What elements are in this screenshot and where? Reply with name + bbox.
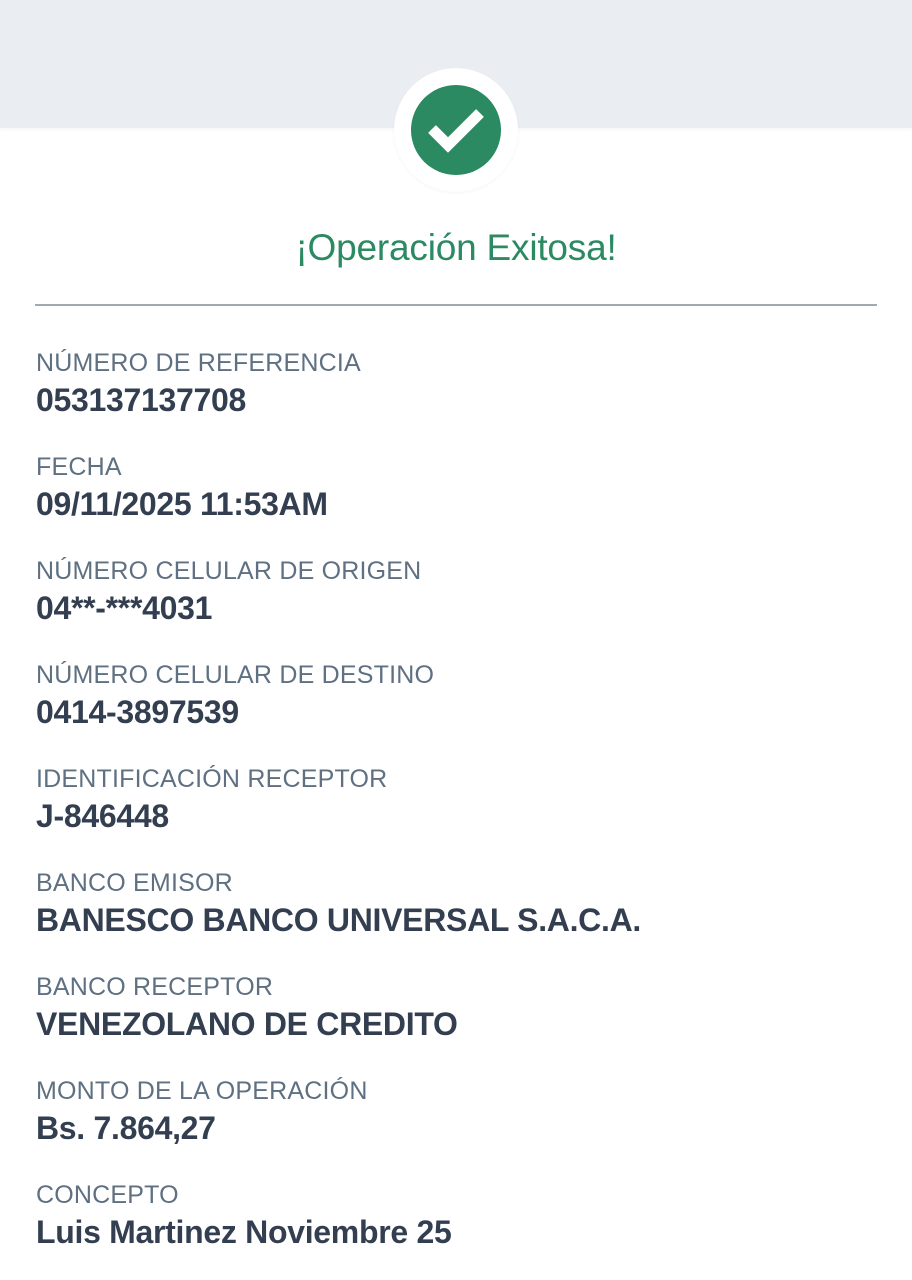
field-row-origin-phone — [36, 556, 876, 626]
field-row-receiver-id — [36, 764, 876, 834]
field-label: NÚMERO CELULAR DE ORIGEN — [36, 557, 422, 586]
success-title: ¡Operación Exitosa! — [295, 227, 617, 268]
field-value: Luis Martinez Noviembre 25 — [36, 1214, 452, 1251]
field-row-concept — [36, 1180, 876, 1250]
field-label: BANCO RECEPTOR — [36, 973, 274, 1002]
field-row-destination-phone — [36, 660, 876, 730]
field-value: 053137137708 — [36, 382, 246, 419]
field-row-date — [36, 452, 876, 522]
field-label: CONCEPTO — [36, 1181, 179, 1210]
field-label: IDENTIFICACIÓN RECEPTOR — [36, 765, 388, 794]
field-value: 0414-3897539 — [36, 694, 239, 731]
field-row-sender-bank — [36, 868, 876, 938]
field-value: BANESCO BANCO UNIVERSAL S.A.C.A. — [36, 902, 641, 939]
field-value: J-846448 — [36, 798, 169, 835]
field-label: MONTO DE LA OPERACIÓN — [36, 1077, 368, 1106]
field-label: NÚMERO DE REFERENCIA — [36, 349, 361, 378]
field-list — [0, 306, 912, 1250]
field-value: 09/11/2025 11:53AM — [36, 486, 328, 523]
check-icon — [427, 107, 485, 153]
field-label: BANCO EMISOR — [36, 869, 233, 898]
field-row-reference — [36, 348, 876, 418]
success-badge-circle — [411, 85, 501, 175]
field-row-amount — [36, 1076, 876, 1146]
field-value: VENEZOLANO DE CREDITO — [36, 1006, 458, 1043]
field-label: FECHA — [36, 453, 122, 482]
success-badge — [394, 68, 518, 192]
field-value: 04**-***4031 — [36, 590, 213, 627]
field-value: Bs. 7.864,27 — [36, 1110, 216, 1147]
field-label: NÚMERO CELULAR DE DESTINO — [36, 661, 435, 690]
field-row-receiver-bank — [36, 972, 876, 1042]
